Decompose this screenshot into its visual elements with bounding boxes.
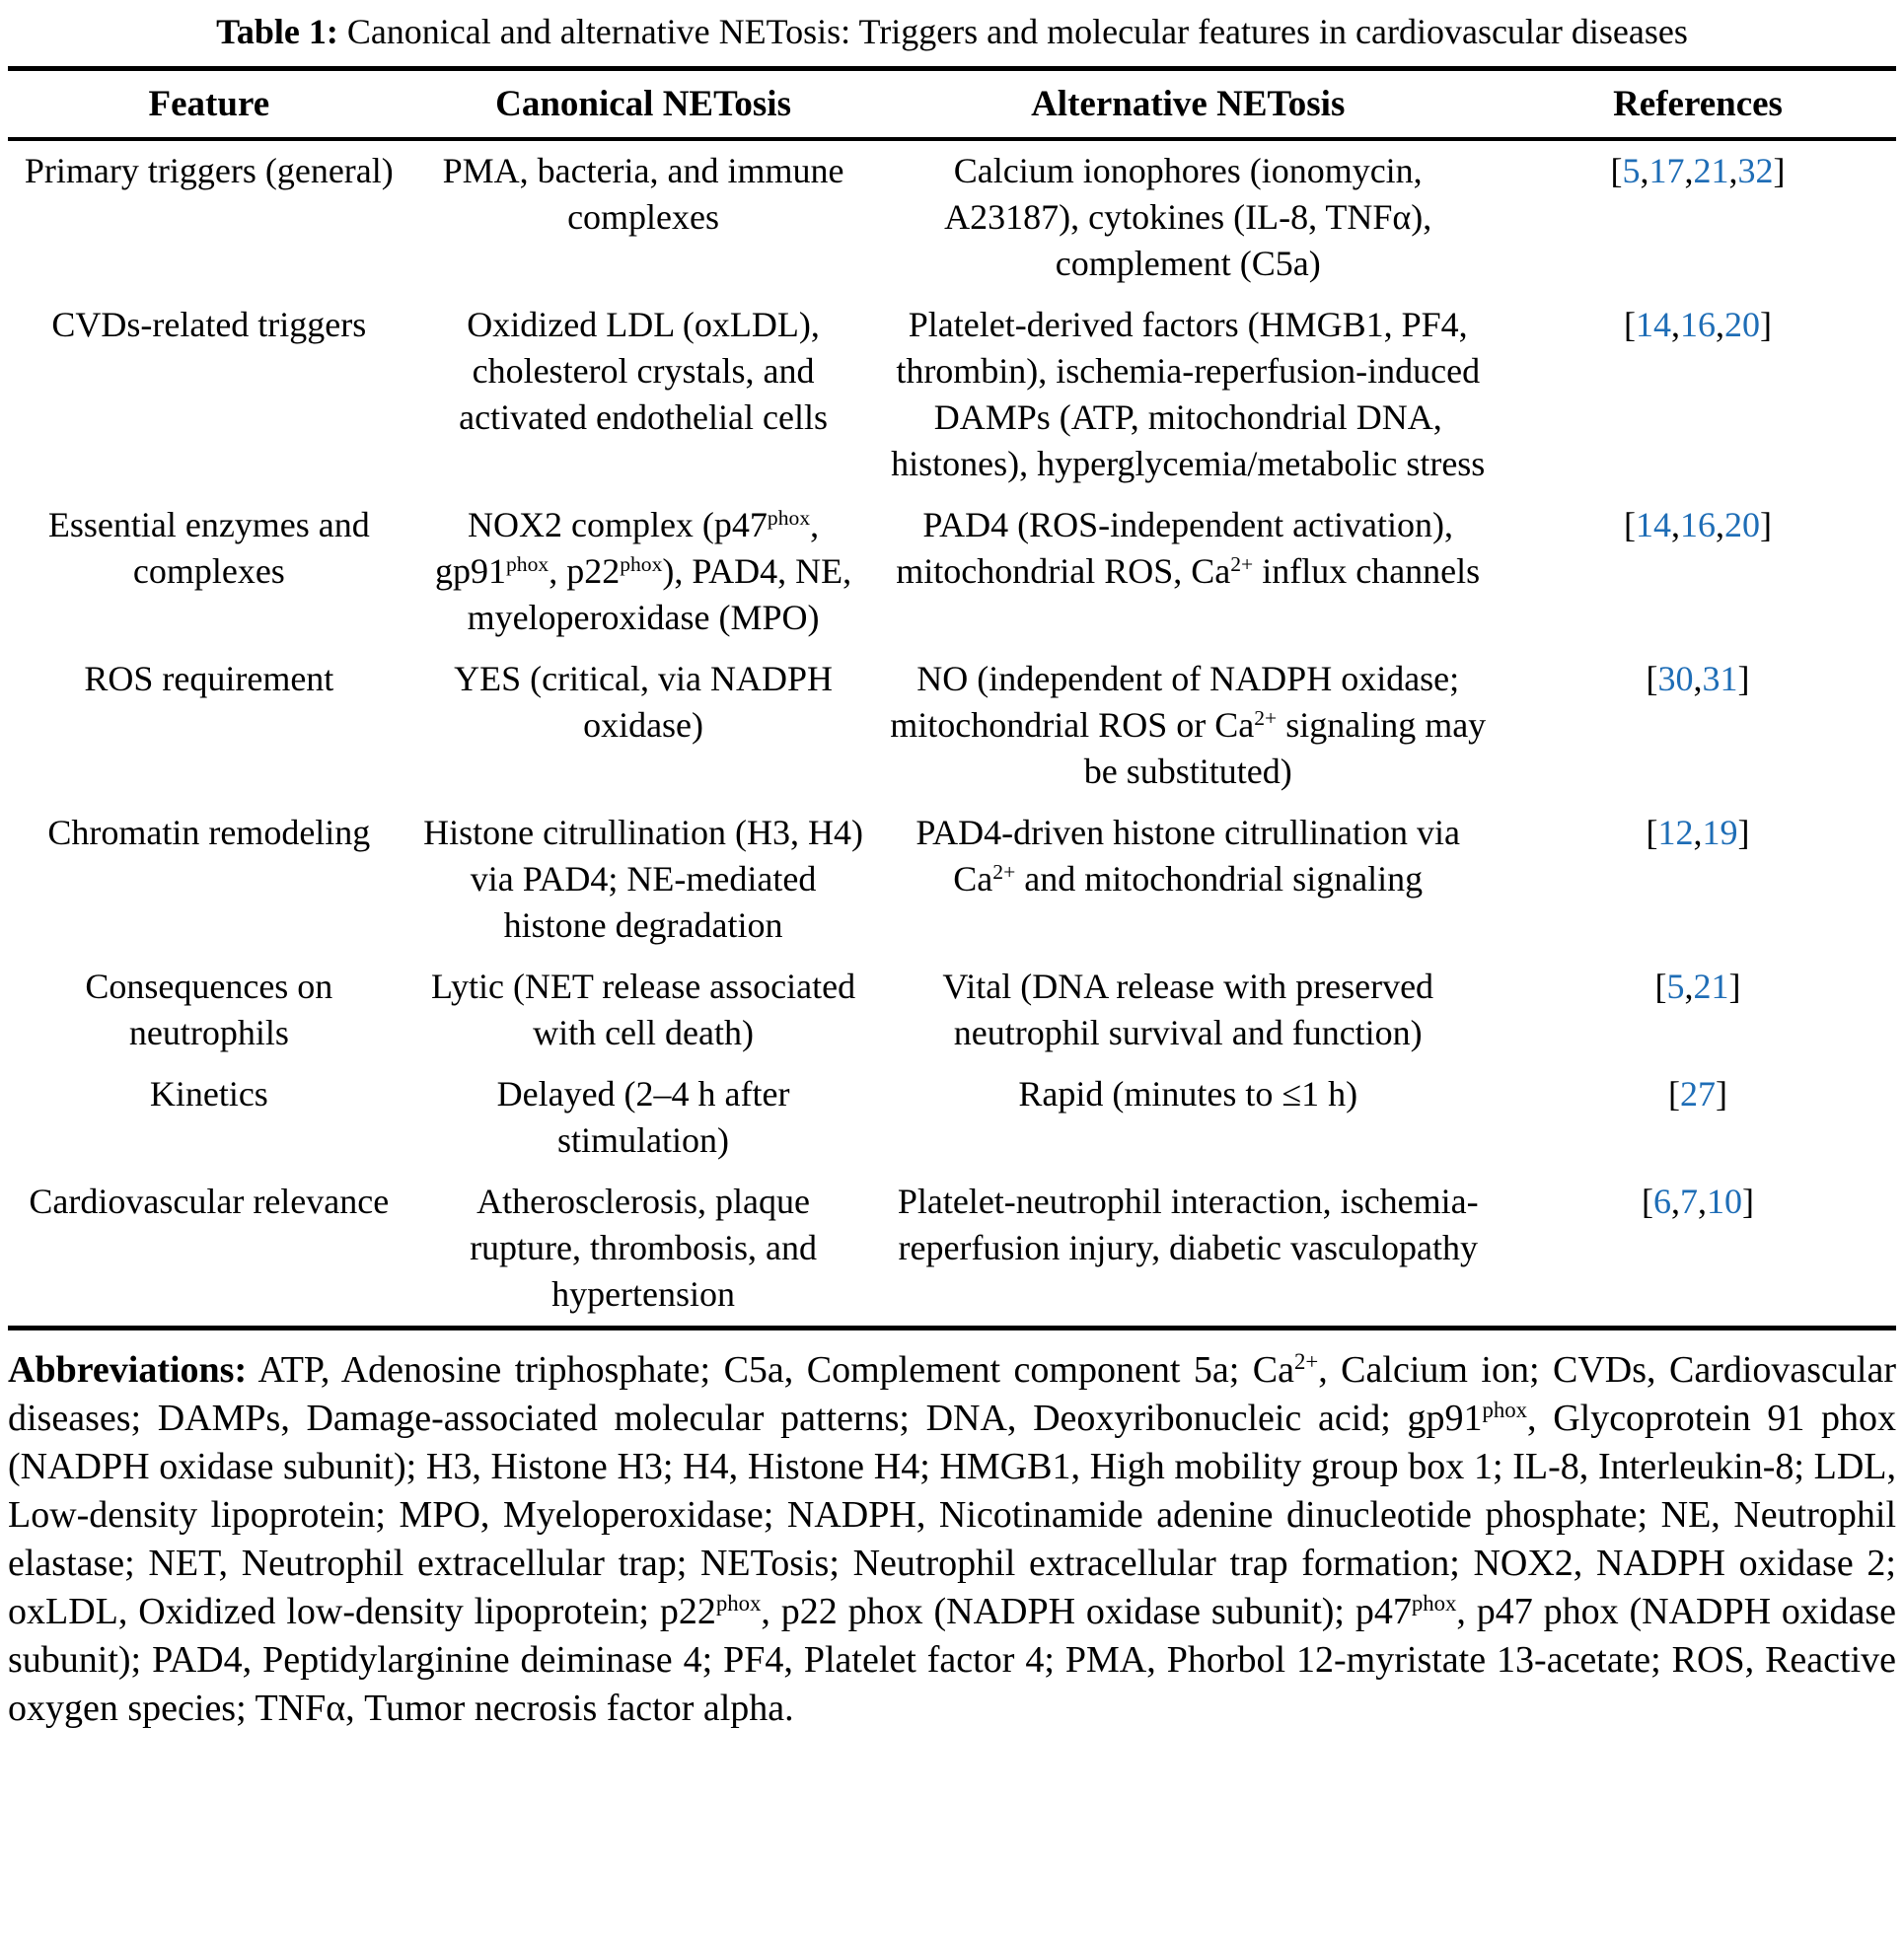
alternative-cell: NO (independent of NADPH oxidase; mitochondrial ROS or $Ca^{2+}$ signaling may be substituted) — [890, 658, 1487, 791]
table-caption-text: Canonical and alternative NETosis: Triggers and molecular features in cardiovascular diseases — [346, 12, 1688, 51]
superscript: 2+ — [992, 859, 1016, 884]
reference-link[interactable]: 6 — [1653, 1181, 1672, 1221]
header-references: References — [1500, 68, 1896, 139]
references-cell: [30,31] — [1646, 658, 1750, 698]
table-header — [8, 68, 1896, 139]
references-cell: [5,21] — [1654, 966, 1741, 1006]
canonical-cell: PMA, bacteria, and immune complexes — [442, 150, 844, 237]
table-row — [8, 649, 1896, 803]
table-caption-label: Table 1: — [216, 12, 338, 51]
references-cell: [6,7,10] — [1642, 1181, 1755, 1221]
reference-link[interactable]: 14 — [1636, 304, 1672, 344]
alternative-cell: Platelet-neutrophil interaction, ischemia-reperfusion injury, diabetic vasculopathy — [897, 1181, 1479, 1267]
canonical-cell: YES (critical, via NADPH oxidase) — [454, 658, 834, 745]
feature-cell: Essential enzymes and complexes — [47, 504, 370, 591]
superscript: phox — [620, 551, 663, 576]
reference-link[interactable]: 17 — [1648, 150, 1685, 190]
feature-cell: Kinetics — [149, 1073, 268, 1114]
reference-link[interactable]: 5 — [1622, 150, 1641, 190]
table-header-row — [8, 68, 1896, 139]
table-caption — [8, 4, 1896, 66]
feature-cell: Cardiovascular relevance — [29, 1181, 390, 1221]
reference-link[interactable]: 31 — [1702, 658, 1738, 698]
references-cell: [14,16,20] — [1624, 504, 1773, 544]
alternative-cell: Vital (DNA release with preserved neutrophil survival and function) — [942, 966, 1434, 1052]
reference-link[interactable]: 27 — [1680, 1073, 1717, 1114]
reference-link[interactable]: 14 — [1636, 504, 1672, 544]
feature-cell: Chromatin remodeling — [47, 812, 371, 852]
reference-link[interactable]: 30 — [1657, 658, 1694, 698]
header-alternative-netosis: Alternative NETosis — [876, 68, 1500, 139]
references-cell: [12,19] — [1646, 812, 1750, 852]
superscript: phox — [1482, 1398, 1528, 1423]
abbreviations-note — [8, 1346, 1896, 1733]
table-row — [8, 1172, 1896, 1329]
superscript: phox — [715, 1591, 762, 1617]
canonical-cell: Delayed (2–4 h after stimulation) — [496, 1073, 790, 1160]
feature-cell: CVDs-related triggers — [51, 304, 367, 344]
reference-link[interactable]: 20 — [1724, 504, 1761, 544]
reference-link[interactable]: 21 — [1693, 150, 1729, 190]
alternative-cell: PAD4-driven histone citrullination via $Ca^{2+}$ and mitochondrial signaling — [915, 812, 1461, 899]
reference-link[interactable]: 10 — [1707, 1181, 1743, 1221]
feature-cell: Consequences on neutrophils — [85, 966, 333, 1052]
references-cell: [5,17,21,32] — [1610, 150, 1786, 190]
feature-cell: Primary triggers (general) — [24, 150, 394, 190]
reference-link[interactable]: 21 — [1693, 966, 1729, 1006]
alternative-cell: Rapid (minutes to ≤1 h) — [1018, 1073, 1358, 1114]
reference-link[interactable]: 12 — [1657, 812, 1694, 852]
reference-link[interactable]: 16 — [1680, 304, 1717, 344]
canonical-cell: Lytic (NET release associated with cell death) — [430, 966, 856, 1052]
table-body — [8, 139, 1896, 1329]
table-row — [8, 803, 1896, 957]
table-row — [8, 139, 1896, 295]
superscript: phox — [767, 505, 811, 530]
alternative-cell: PAD4 (ROS-independent activation), mitochondrial ROS, $Ca^{2+}$ influx channels — [896, 504, 1481, 591]
references-cell: [14,16,20] — [1624, 304, 1773, 344]
reference-link[interactable]: 19 — [1702, 812, 1738, 852]
table-row — [8, 295, 1896, 495]
references-cell: [27] — [1668, 1073, 1728, 1114]
canonical-cell: NOX2 complex ($p47^{phox}$, $gp91^{phox}$, $p22^{phox}$), PAD4, NE, myeloperoxidase (MPO) — [435, 504, 852, 637]
superscript: phox — [506, 551, 549, 576]
reference-link[interactable]: 5 — [1666, 966, 1685, 1006]
abbreviations-label: Abbreviations: — [8, 1348, 248, 1391]
table-row — [8, 957, 1896, 1064]
superscript: 2+ — [1254, 705, 1278, 730]
table-row — [8, 1064, 1896, 1172]
table-row — [8, 495, 1896, 649]
superscript: 2+ — [1230, 551, 1254, 576]
feature-cell: ROS requirement — [84, 658, 334, 698]
netosis-table — [8, 66, 1896, 1330]
superscript: phox — [1411, 1591, 1457, 1617]
alternative-cell: Platelet-derived factors (HMGB1, PF4, thrombin), ischemia-reperfusion-induced DAMPs (ATP, mitochondrial DNA, histones), hyperglycemia/metabolic stress — [891, 304, 1486, 483]
canonical-cell: Oxidized LDL (oxLDL), cholesterol crystals, and activated endothelial cells — [459, 304, 828, 437]
abbreviations-text: ATP, Adenosine triphosphate; C5a, Complement component 5a; $Ca^{2+}$, Calcium ion; CVDs, Cardiovascular diseases; DAMPs, Damage-associated molecular patterns; DNA, Deoxyribonucleic acid; $gp91^{phox}$, Glycoprotein 91 phox (NADPH oxidase subunit); H3, Histone H3; H4, Histone H4; HMGB1, High mobility group box 1; IL-8, Interleukin-8; LDL, Low-density lipoprotein; MPO, Myeloperoxidase; NADPH, Nicotinamide adenine dinucleotide phosphate; NE, Neutrophil elastase; NET, Neutrophil extracellular trap; NETosis; Neutrophil extracellular trap formation; NOX2, NADPH oxidase 2; oxLDL, Oxidized low-density lipoprotein; $p22^{phox}$, p22 phox (NADPH oxidase subunit); $p47^{phox}$, p47 phox (NADPH oxidase subunit); PAD4, Peptidylarginine deiminase 4; PF4, Platelet factor 4; PMA, Phorbol 12-myristate 13-acetate; ROS, Reactive oxygen species; TNFα, Tumor necrosis factor alpha. — [8, 1348, 1896, 1729]
alternative-cell: Calcium ionophores (ionomycin, A23187), cytokines (IL-8, TNFα), complement (C5a) — [944, 150, 1432, 283]
superscript: 2+ — [1293, 1349, 1319, 1375]
reference-link[interactable]: 16 — [1680, 504, 1717, 544]
reference-link[interactable]: 7 — [1680, 1181, 1699, 1221]
header-feature: Feature — [8, 68, 410, 139]
canonical-cell: Histone citrullination (H3, H4) via PAD4; NE-mediated histone degradation — [423, 812, 863, 945]
canonical-cell: Atherosclerosis, plaque rupture, thrombosis, and hypertension — [470, 1181, 818, 1314]
reference-link[interactable]: 20 — [1724, 304, 1761, 344]
header-canonical-netosis: Canonical NETosis — [410, 68, 877, 139]
reference-link[interactable]: 32 — [1737, 150, 1774, 190]
